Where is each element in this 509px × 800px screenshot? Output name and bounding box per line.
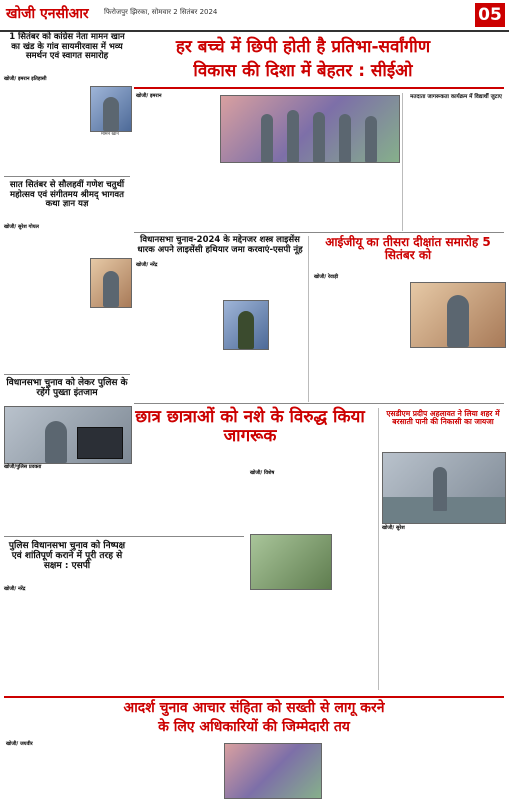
story-3-caption: खोजी/पुलिस प्रवक्ता <box>4 464 42 470</box>
divider <box>134 87 504 89</box>
newspaper-brand: खोजी एनसीआर <box>6 6 89 22</box>
story-1-photo <box>90 86 132 132</box>
story-10-headline-line-1: आदर्श चुनाव आचार संहिता को सख्ती से लागू करने <box>123 700 385 716</box>
page-number: 05 <box>475 3 505 27</box>
story-2-headline: सात सितंबर से सौलहवीं गणेश चतुर्थी महोत्सव एवं संगीतमय श्रीमद् भागवत कथा ज्ञान यज्ञ <box>9 180 125 210</box>
story-9-body <box>382 533 504 690</box>
story-4-byline: खोजी/ नरेंद्र <box>4 586 26 592</box>
story-10-body-col-3 <box>324 749 412 797</box>
story-8-byline: खोजी/ विशेष <box>250 470 275 476</box>
story-2-byline: खोजी/ सुरेश गोयल <box>4 224 39 230</box>
story-7-photo <box>410 282 506 348</box>
masthead <box>0 0 509 32</box>
story-2-photo <box>90 258 132 308</box>
story-4-body <box>4 594 244 694</box>
divider <box>4 374 130 375</box>
story-9-photo-waterlogging <box>382 452 506 524</box>
story-9-headline: एसडीएम प्रदीप अहलावत ने लिया शहर में बरसाती पानी की निकासी का जायजा <box>386 409 500 427</box>
divider <box>4 696 504 698</box>
story-5-headline: मतदाता जागरूकता कार्यक्रम में विद्यार्थी जुटाए <box>410 94 502 100</box>
divider <box>134 232 504 233</box>
story-3-headline: विधानसभा चुनाव को लेकर पुलिस के रहेंगे पुख्ता इंतजाम <box>6 378 128 399</box>
story-3-body <box>4 472 244 534</box>
lead-byline: खोजी/ इमरान <box>136 93 162 99</box>
story-7-byline: खोजी/ रेवाड़ी <box>314 274 339 280</box>
story-1-headline: 1 सितंबर को कांग्रेस नेता मामन खान का खंड के गांव सायमीरवास में भव्य समर्थन एवं स्वागत समारोह <box>9 32 125 62</box>
column-rule <box>308 236 309 402</box>
column-rule <box>378 408 379 690</box>
story-9-byline: खोजी/ सुरेश <box>382 525 405 531</box>
story-10-body-col-4 <box>416 749 504 797</box>
story-7-body-col-2 <box>410 350 504 400</box>
lead-body-col-2 <box>220 166 306 229</box>
dateline: फिरोजपुर झिरका, सोमवार 2 सितंबर 2024 <box>104 8 218 16</box>
story-1-byline: खोजी/ इमरान इतिहासी <box>4 76 47 82</box>
story-10-byline: खोजी/ जयवीर <box>6 741 33 747</box>
story-10-photo-meeting <box>224 743 322 799</box>
story-8-headline: छात्र छात्राओं को नशे के विरुद्ध किया जागरूक <box>135 407 365 447</box>
story-1-photo-caption: मामन खान <box>101 132 119 137</box>
lead-headline-line-2: विकास की दिशा में बेहतर : सीईओ <box>193 61 413 81</box>
divider <box>4 176 130 177</box>
story-10-body-col-1 <box>6 749 126 797</box>
story-5-body <box>408 110 504 228</box>
story-4-headline: पुलिस विधानसभा चुनाव को निष्पक्ष एवं शांतिपूर्ण कराने में पूरी तरह से सक्षम : एसपी <box>8 541 126 572</box>
divider <box>134 403 504 404</box>
story-2-body-continued <box>4 310 130 372</box>
column-rule <box>402 93 403 231</box>
story-7-body-col-1 <box>314 282 406 400</box>
story-3-photo <box>4 406 132 464</box>
lead-headline-line-1: हर बच्चे में छिपी होती है प्रतिभा-सर्वांगीण <box>175 37 431 57</box>
story-8-body-col-2 <box>310 478 374 688</box>
story-10-headline-line-2: के लिए अधिकारियों की जिम्मेदारी तय <box>158 719 350 735</box>
story-6-photo-sp <box>223 300 269 350</box>
lead-body-col-1 <box>136 101 216 229</box>
lead-photo-ceremony <box>220 95 400 163</box>
lead-body-col-3 <box>310 166 398 229</box>
story-6-body-col-2 <box>270 270 306 400</box>
story-6-headline: विधानसभा चुनाव-2024 के मद्देनजर शस्त्र लाइसेंस धारक अपने लाइसेंसी हथियार जमा करवाएं-एसपी नूंह <box>137 235 303 255</box>
story-6-body-col-1 <box>136 270 220 400</box>
story-1-body <box>4 84 88 174</box>
story-6-byline: खोजी/ नरेंद्र <box>136 262 158 268</box>
story-7-headline: आईजीयू का तीसरा दीक्षांत समारोह 5 सितंबर को <box>325 235 491 263</box>
story-10-body-col-2 <box>130 749 220 797</box>
divider <box>4 536 244 537</box>
